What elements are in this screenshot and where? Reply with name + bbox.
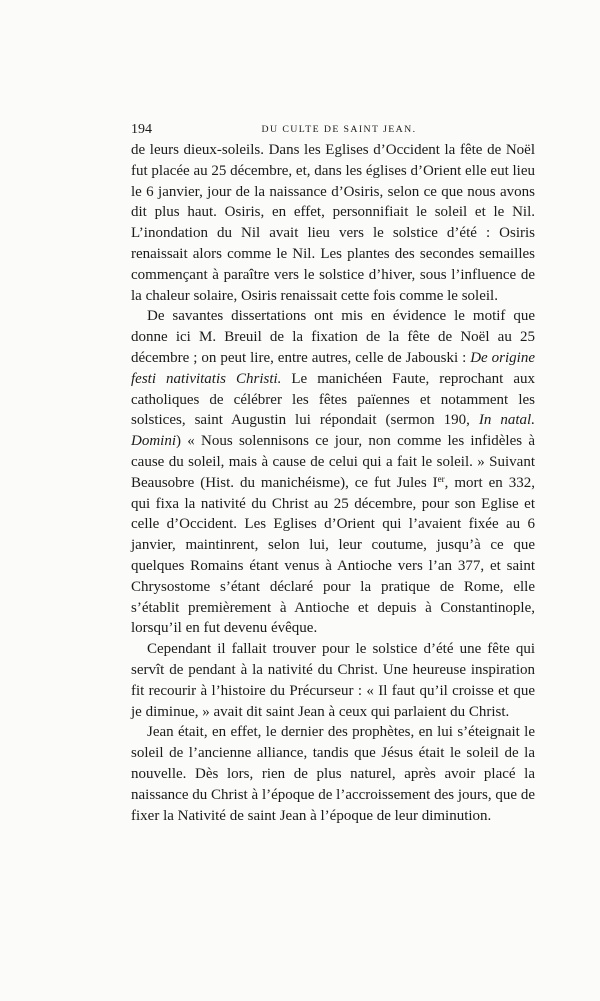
running-title: DU CULTE DE SAINT JEAN. [261,124,417,135]
paragraph-4 [131,722,535,826]
paragraph-2-text-a: De savantes dissertations ont mis en évidence le motif que donne ici M. Breuil de la fixation de la fête de Noël au 25 décembre ; on peut lire, entre autres, celle de Jabouski : [131,308,535,366]
running-head [131,120,535,140]
paragraph-2-text-c: ) « Nous solennisons ce jour, non comme les infidèles à cause du soleil, mais à cause de celui qui a fait le soleil. » Suivant Beausobre (Hist. du manichéisme), ce fut Jules I [131,433,535,491]
paragraph-3-text: Cependant il fallait trouver pour le solstice d’été une fête qui servît de pendant à la nativité du Christ. Une heureuse inspiration fit recourir à l’histoire du Précurseur : « Il faut qu’il croisse et que je diminue, » avait dit saint Jean à ceux qui parlaient du Christ. [131,641,535,720]
paragraph-2 [131,306,535,639]
paragraph-4-text: Jean était, en effet, le dernier des prophètes, en lui s’éteignait le soleil de l’ancienne alliance, tandis que Jésus était le soleil de la nouvelle. Dès lors, rien de plus naturel, après avoir placé la naissance du Christ à l’époque de l’accroissement des jours, que de fixer la Nativité de saint Jean à l’époque de leur diminution. [131,724,535,824]
paragraph-1-text: de leurs dieux-soleils. Dans les Eglises d’Occident la fête de Noël fut placée au 25 décembre, et, dans les églises d’Orient elle eut lieu le 6 janvier, jour de la naissance d’Osiris, selon ce que nous avons dit plus haut. Osiris, en effet, personnifiait le soleil et le Nil. L’inondation du Nil avait lieu vers le solstice d’été : Osiris renaissait alors comme le Nil. Les plantes des secondes semailles commençant à paraître vers le solstice d’hiver, sous l’influence de la chaleur solaire, Osiris renaissait cette fois comme le soleil. [131,142,536,304]
citation-in-natal: In natal. Domini [131,412,535,450]
paragraph-2-text-b: Le manichéen Faute, reprochant aux catholiques de célébrer les fêtes païennes et notamment les solstices, saint Augustin lui répondait (sermon 190, [131,370,535,429]
body-text [131,140,535,826]
paragraph-1 [131,140,535,306]
paragraph-2-text-d: , mort en 332, qui fixa la nativité du Christ au 25 décembre, pour son Eglise et celle d’Occident. Les Eglises d’Orient qui l’avaient fixée au 6 janvier, maintinrent, selon lui, leur coutume, jusqu’à ce que quelques Romains étant venus à Antioche vers l’an 377, et saint Chrysostome s’étant déclaré pour la pratique de Rome, elle s’établit premièrement à Antioche et depuis à Constantinople, lorsqu’il en fut devenu évêque. [131,474,535,637]
book-page [131,120,535,826]
page-number: 194 [131,122,152,137]
title-de-origine: De origine festi nativitatis Christi. [131,349,535,387]
paragraph-3 [131,639,535,722]
superscript-er: er [437,473,445,484]
